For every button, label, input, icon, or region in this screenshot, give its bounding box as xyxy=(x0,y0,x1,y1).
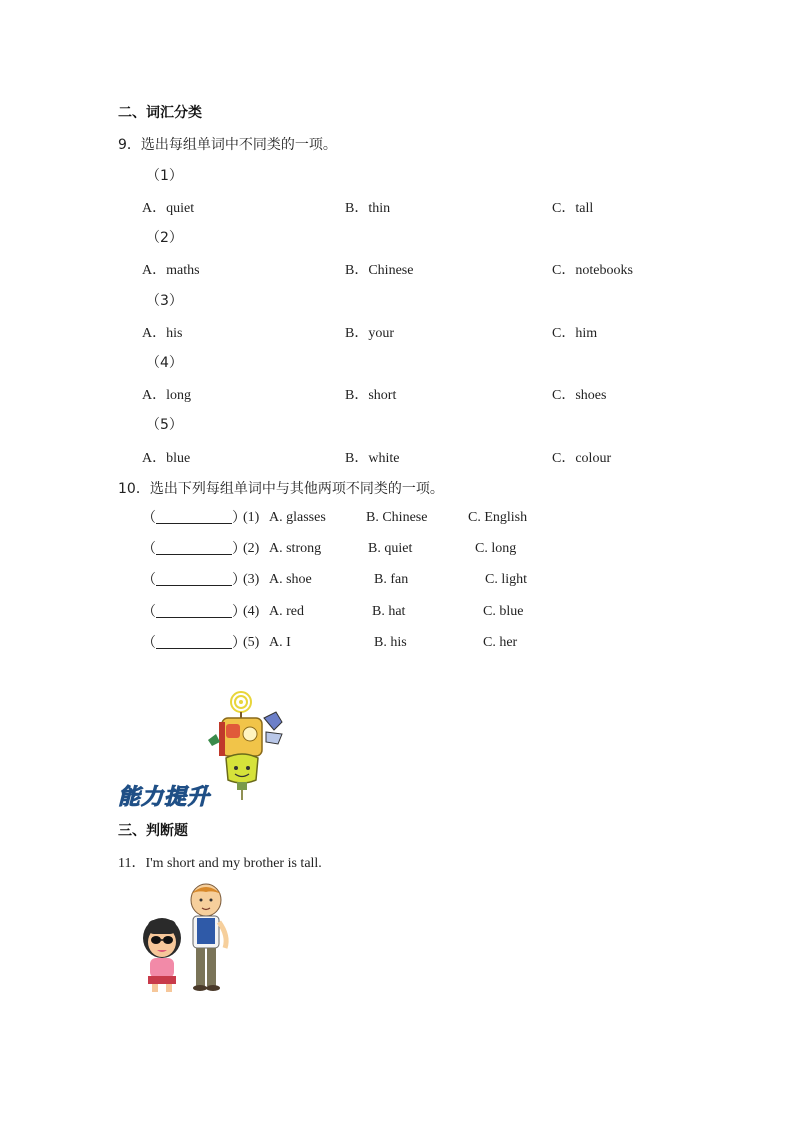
close-paren: ） xyxy=(232,604,246,620)
question-number: 10． xyxy=(118,481,150,497)
open-paren: （ xyxy=(142,510,156,526)
option-a[interactable]: A. shoe xyxy=(269,572,312,587)
banner-title: 能力提升 xyxy=(118,785,211,810)
open-paren: （ xyxy=(142,604,156,620)
option-a[interactable]: A. I xyxy=(269,635,291,650)
answer-blank[interactable] xyxy=(156,540,232,555)
option-b[interactable]: B. Chinese xyxy=(366,510,428,525)
answer-row-1 xyxy=(142,508,246,528)
answer-row-3 xyxy=(142,570,246,590)
open-paren: （ xyxy=(142,572,156,588)
question-10 xyxy=(118,478,444,498)
option-c[interactable]: C．tall xyxy=(552,201,594,216)
question-instruction: 选出每组单词中不同类的一项。 xyxy=(140,137,337,153)
item-number: (1) xyxy=(243,510,260,525)
option-b[interactable]: B. fan xyxy=(374,572,409,587)
answer-blank[interactable] xyxy=(156,634,232,649)
answer-blank[interactable] xyxy=(156,509,232,524)
answer-blank[interactable] xyxy=(156,603,232,618)
option-c[interactable]: C．notebooks xyxy=(552,263,633,278)
item-number: (5) xyxy=(243,635,260,650)
option-a[interactable]: A．his xyxy=(142,326,183,341)
option-c[interactable]: C. blue xyxy=(483,604,524,619)
answer-blank[interactable] xyxy=(156,571,232,586)
option-b[interactable]: B．white xyxy=(345,451,400,466)
question-number: 9． xyxy=(118,137,141,153)
option-c[interactable]: C．shoes xyxy=(552,388,607,403)
option-b[interactable]: B．Chinese xyxy=(345,263,414,278)
close-paren: ） xyxy=(232,635,246,651)
item-number: (3) xyxy=(243,572,260,587)
option-b[interactable]: B. quiet xyxy=(368,541,413,556)
option-c[interactable]: C. her xyxy=(483,635,518,650)
question-11 xyxy=(118,852,322,872)
section-heading-judgement: 三、判断题 xyxy=(118,823,188,839)
answer-row-2 xyxy=(142,539,246,559)
open-paren: （ xyxy=(142,541,156,557)
group-label-5: （5） xyxy=(146,417,183,433)
option-a[interactable]: A. glasses xyxy=(269,510,326,525)
question-9 xyxy=(118,134,337,154)
option-c[interactable]: C．colour xyxy=(552,451,612,466)
item-number: (4) xyxy=(243,604,260,619)
option-a[interactable]: A．long xyxy=(142,388,191,403)
option-a[interactable]: A．blue xyxy=(142,451,191,466)
option-a[interactable]: A. strong xyxy=(269,541,322,556)
open-paren: （ xyxy=(142,635,156,651)
girl-and-boy-illustration xyxy=(136,880,246,998)
option-c[interactable]: C. long xyxy=(475,541,517,556)
group-label-4: （4） xyxy=(146,355,183,371)
group-label-1: （1） xyxy=(146,168,183,184)
option-b[interactable]: B．short xyxy=(345,388,397,403)
close-paren: ） xyxy=(232,510,246,526)
option-b[interactable]: B. his xyxy=(374,635,407,650)
group-label-3: （3） xyxy=(146,293,183,309)
option-b[interactable]: B. hat xyxy=(372,604,406,619)
question-number: 11． xyxy=(118,856,146,871)
option-c[interactable]: C. light xyxy=(485,572,528,587)
close-paren: ） xyxy=(232,572,246,588)
answer-row-5 xyxy=(142,633,246,653)
option-c[interactable]: C. English xyxy=(468,510,528,525)
option-b[interactable]: B．your xyxy=(345,326,394,341)
answer-row-4 xyxy=(142,602,246,622)
section-heading-vocabulary: 二、词汇分类 xyxy=(118,105,202,121)
option-b[interactable]: B．thin xyxy=(345,201,391,216)
ability-banner xyxy=(118,688,298,810)
option-a[interactable]: A．quiet xyxy=(142,201,195,216)
group-label-2: （2） xyxy=(146,230,183,246)
close-paren: ） xyxy=(232,541,246,557)
option-a[interactable]: A. red xyxy=(269,604,304,619)
question-instruction: 选出下列每组单词中与其他两项不同类的一项。 xyxy=(149,481,444,497)
question-sentence: I'm short and my brother is tall. xyxy=(145,856,322,871)
item-number: (2) xyxy=(243,541,260,556)
option-a[interactable]: A．maths xyxy=(142,263,200,278)
option-c[interactable]: C．him xyxy=(552,326,598,341)
